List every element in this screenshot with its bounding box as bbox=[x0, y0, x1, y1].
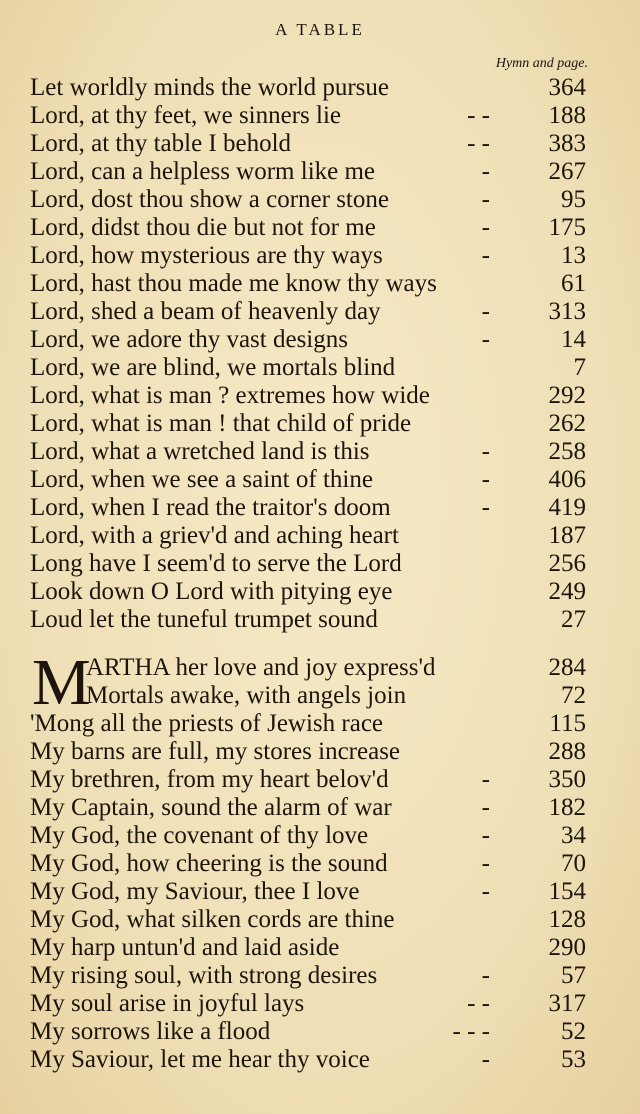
entry-page-number: 406 bbox=[548, 466, 586, 493]
entry-leader-dashes: - bbox=[481, 214, 490, 241]
entry-page-number: 115 bbox=[549, 710, 586, 737]
entry-page-number: 154 bbox=[548, 878, 586, 905]
entry-leader-dashes: - bbox=[481, 1046, 490, 1073]
entry-title: Loud let the tuneful trumpet sound bbox=[30, 606, 378, 633]
index-entry bbox=[30, 130, 586, 158]
entry-leader-dashes: - bbox=[481, 878, 490, 905]
entry-page-number: 70 bbox=[561, 850, 586, 877]
entry-leader-dashes: - bbox=[481, 438, 490, 465]
index-entry bbox=[30, 878, 586, 906]
index-entry bbox=[30, 654, 586, 682]
entry-leader-dashes: - - bbox=[467, 102, 490, 129]
drop-cap-letter: M bbox=[32, 646, 91, 719]
index-entry bbox=[30, 298, 586, 326]
index-entry bbox=[30, 850, 586, 878]
entry-page-number: 72 bbox=[561, 682, 586, 709]
entry-title: Long have I seem'd to serve the Lord bbox=[30, 550, 402, 577]
entry-leader-dashes: - bbox=[481, 186, 490, 213]
entry-title: Lord, at thy feet, we sinners lie bbox=[30, 102, 342, 129]
entry-title: Lord, we are blind, we mortals blind bbox=[30, 354, 396, 381]
entry-page-number: 290 bbox=[548, 934, 586, 961]
entry-page-number: 7 bbox=[573, 354, 586, 381]
index-entry bbox=[30, 934, 586, 962]
index-entry bbox=[30, 438, 586, 466]
entry-title: Lord, with a griev'd and aching heart bbox=[30, 522, 399, 549]
entry-title: My God, the covenant of thy love bbox=[30, 822, 369, 849]
entry-leader-dashes: - bbox=[481, 794, 490, 821]
entry-title: My sorrows like a flood bbox=[30, 1018, 271, 1045]
entry-page-number: 188 bbox=[548, 102, 586, 129]
entry-title: 'Mong all the priests of Jewish race bbox=[30, 710, 384, 737]
entry-leader-dashes: - bbox=[481, 298, 490, 325]
entry-leader-dashes: - - - bbox=[452, 1018, 490, 1045]
entry-title: My harp untun'd and laid aside bbox=[30, 934, 340, 961]
index-entry bbox=[30, 990, 586, 1018]
entry-page-number: 95 bbox=[561, 186, 586, 213]
entry-title: Lord, dost thou show a corner stone bbox=[30, 186, 389, 213]
entry-title: Lord, what a wretched land is this bbox=[30, 438, 370, 465]
entry-title: My rising soul, with strong desires bbox=[30, 962, 378, 989]
entry-leader-dashes: - bbox=[481, 158, 490, 185]
entry-title: Lord, at thy table I behold bbox=[30, 130, 292, 157]
entry-leader-dashes: - bbox=[481, 962, 490, 989]
entry-page-number: 13 bbox=[561, 242, 586, 269]
index-entry bbox=[30, 410, 586, 438]
index-entry bbox=[30, 1018, 586, 1046]
column-head: Hymn and page. bbox=[495, 56, 588, 71]
index-entry bbox=[30, 354, 586, 382]
entry-page-number: 175 bbox=[548, 214, 586, 241]
index-entry bbox=[30, 794, 586, 822]
index-entry bbox=[30, 158, 586, 186]
index-entry bbox=[30, 214, 586, 242]
entry-page-number: 317 bbox=[548, 990, 586, 1017]
entry-title: My God, what silken cords are thine bbox=[30, 906, 395, 933]
entry-page-number: 267 bbox=[548, 158, 586, 185]
entry-page-number: 419 bbox=[548, 494, 586, 521]
index-entry bbox=[30, 962, 586, 990]
index-entry bbox=[30, 682, 586, 710]
entry-page-number: 262 bbox=[548, 410, 586, 437]
index-entry bbox=[30, 822, 586, 850]
entry-page-number: 350 bbox=[548, 766, 586, 793]
entry-page-number: 249 bbox=[548, 578, 586, 605]
entry-title: My God, how cheering is the sound bbox=[30, 850, 388, 877]
entry-title: Lord, when I read the traitor's doom bbox=[30, 494, 391, 521]
entry-page-number: 364 bbox=[548, 74, 586, 101]
entry-title: My barns are full, my stores increase bbox=[30, 738, 401, 765]
entry-page-number: 27 bbox=[561, 606, 586, 633]
entry-page-number: 57 bbox=[561, 962, 586, 989]
entry-page-number: 288 bbox=[548, 738, 586, 765]
index-entry bbox=[30, 186, 586, 214]
index-entry bbox=[30, 578, 586, 606]
index-entry bbox=[30, 326, 586, 354]
index-section-l bbox=[30, 74, 586, 634]
entry-title: Let worldly minds the world pursue bbox=[30, 74, 389, 101]
entry-leader-dashes: - bbox=[481, 242, 490, 269]
entry-title: Lord, what is man ? extremes how wide bbox=[30, 382, 430, 409]
entry-title: My soul arise in joyful lays bbox=[30, 990, 305, 1017]
index-entry bbox=[30, 550, 586, 578]
entry-page-number: 313 bbox=[548, 298, 586, 325]
entry-leader-dashes: - bbox=[481, 850, 490, 877]
entry-title: Lord, hast thou made me know thy ways bbox=[30, 270, 437, 297]
entry-page-number: 128 bbox=[548, 906, 586, 933]
index-section-m bbox=[30, 654, 586, 1074]
entry-title: Lord, when we see a saint of thine bbox=[30, 466, 373, 493]
entry-page-number: 258 bbox=[548, 438, 586, 465]
entry-title: Mortals awake, with angels join bbox=[86, 682, 407, 709]
entry-leader-dashes: - bbox=[481, 466, 490, 493]
index-entry bbox=[30, 494, 586, 522]
index-entry bbox=[30, 270, 586, 298]
entry-page-number: 61 bbox=[561, 270, 586, 297]
index-entry bbox=[30, 466, 586, 494]
entry-title: My brethren, from my heart belov'd bbox=[30, 766, 389, 793]
index-entry bbox=[30, 74, 586, 102]
index-entry bbox=[30, 382, 586, 410]
entry-title: My Saviour, let me hear thy voice bbox=[30, 1046, 370, 1073]
entry-page-number: 292 bbox=[548, 382, 586, 409]
index-entry bbox=[30, 738, 586, 766]
entry-page-number: 53 bbox=[561, 1046, 586, 1073]
entry-page-number: 52 bbox=[561, 1018, 586, 1045]
entry-page-number: 34 bbox=[561, 822, 586, 849]
index-entry bbox=[30, 710, 586, 738]
entry-title: ARTHA her love and joy express'd bbox=[86, 654, 436, 681]
entry-page-number: 256 bbox=[548, 550, 586, 577]
index-entry bbox=[30, 102, 586, 130]
entry-page-number: 182 bbox=[548, 794, 586, 821]
index-entry bbox=[30, 522, 586, 550]
entry-title: My God, my Saviour, thee I love bbox=[30, 878, 360, 905]
entry-leader-dashes: - - bbox=[467, 130, 490, 157]
entry-title: My Captain, sound the alarm of war bbox=[30, 794, 392, 821]
entry-page-number: 284 bbox=[548, 654, 586, 681]
index-entry bbox=[30, 242, 586, 270]
entry-leader-dashes: - bbox=[481, 494, 490, 521]
entry-page-number: 187 bbox=[548, 522, 586, 549]
entry-title: Lord, can a helpless worm like me bbox=[30, 158, 376, 185]
entry-title: Lord, shed a beam of heavenly day bbox=[30, 298, 381, 325]
entry-leader-dashes: - - bbox=[467, 990, 490, 1017]
index-entry bbox=[30, 906, 586, 934]
entry-page-number: 14 bbox=[561, 326, 586, 353]
index-entry bbox=[30, 766, 586, 794]
entry-title: Lord, what is man ! that child of pride bbox=[30, 410, 412, 437]
entry-title: Look down O Lord with pitying eye bbox=[30, 578, 393, 605]
entry-leader-dashes: - bbox=[481, 766, 490, 793]
entry-leader-dashes: - bbox=[481, 822, 490, 849]
entry-title: Lord, how mysterious are thy ways bbox=[30, 242, 383, 269]
running-head: A TABLE bbox=[275, 20, 365, 39]
entry-title: Lord, didst thou die but not for me bbox=[30, 214, 376, 241]
index-entry bbox=[30, 606, 586, 634]
entry-leader-dashes: - bbox=[481, 326, 490, 353]
entry-page-number: 383 bbox=[548, 130, 586, 157]
index-entry bbox=[30, 1046, 586, 1074]
entry-title: Lord, we adore thy vast designs bbox=[30, 326, 348, 353]
